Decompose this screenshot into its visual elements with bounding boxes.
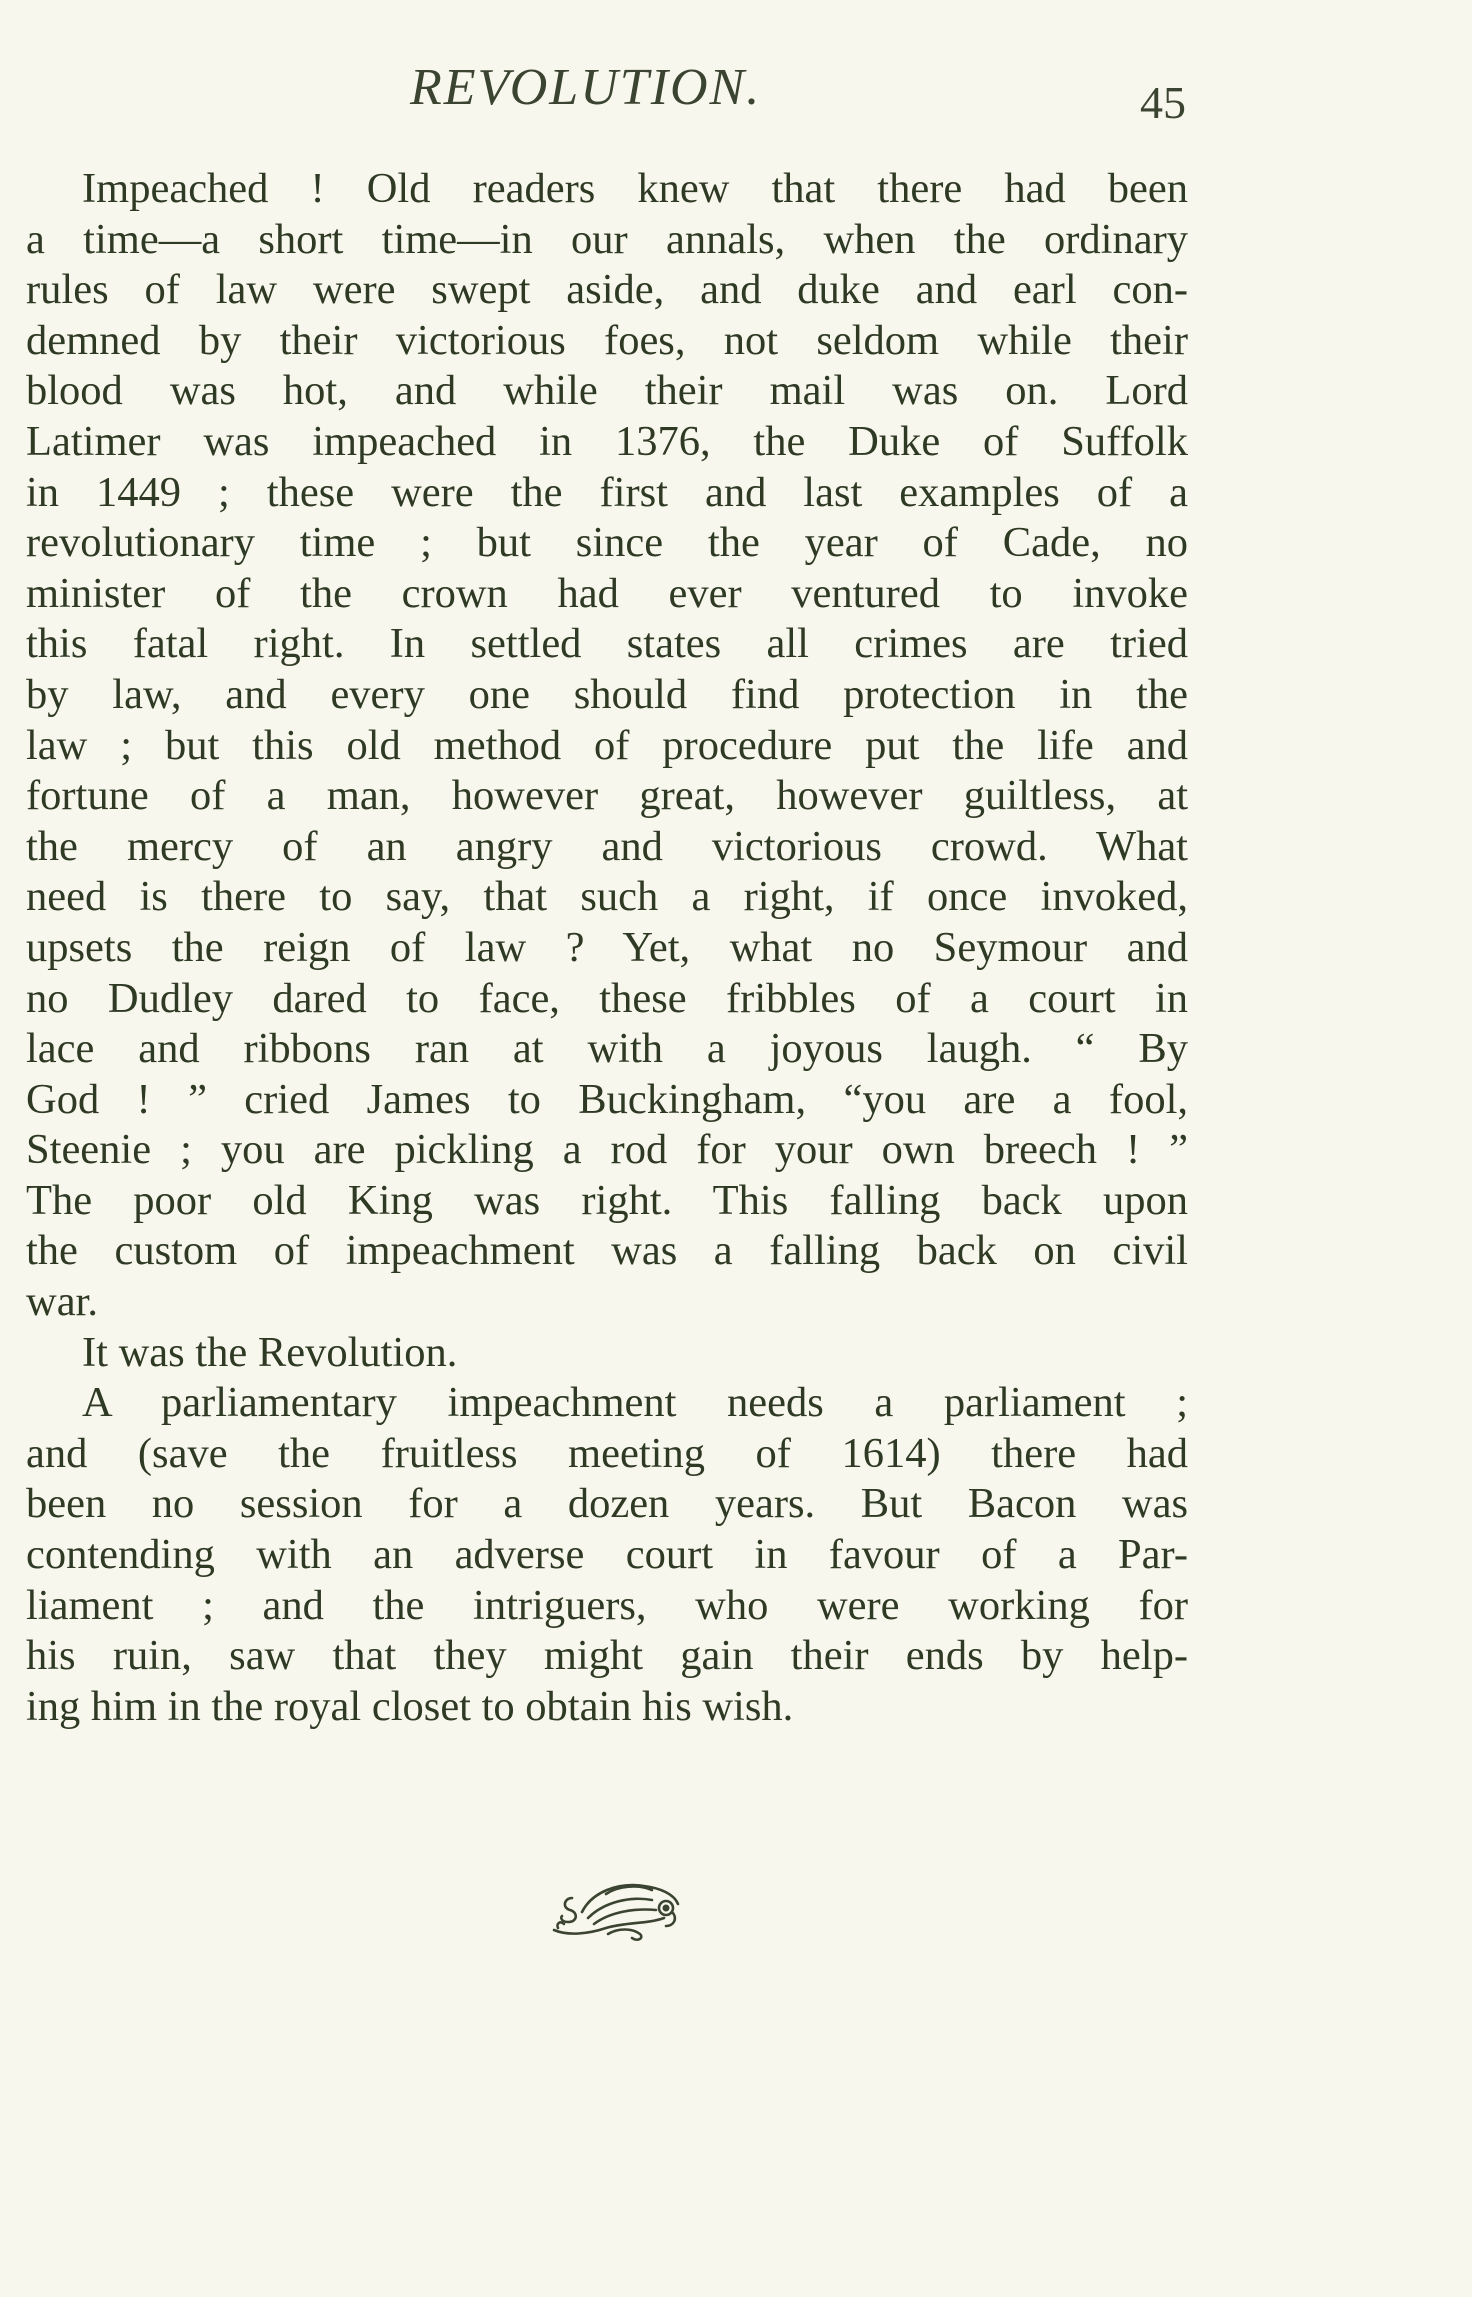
paragraph-1: [26, 164, 1188, 1328]
text-line: lace and ribbons ran at with a joyous laugh. “ By: [26, 1025, 1188, 1073]
text-line: Steenie ; you are pickling a rod for your own breech ! ”: [26, 1126, 1188, 1174]
text-line: God ! ” cried James to Buckingham, “you are a fool,: [26, 1075, 1188, 1123]
text-line: need is there to say, that such a right, if once invoked,: [26, 873, 1188, 921]
text-line: a time—a short time—in our annals, when the ordinary: [26, 215, 1188, 263]
paragraph-3: [26, 1378, 1188, 1732]
text-line: blood was hot, and while their mail was on. Lord: [26, 367, 1188, 415]
text-line: rules of law were swept aside, and duke and earl con-: [26, 266, 1188, 314]
text-line: Latimer was impeached in 1376, the Duke of Suffolk: [26, 417, 1188, 465]
text-line: in 1449 ; these were the first and last examples of a: [26, 468, 1188, 516]
text-line: upsets the reign of law ? Yet, what no Seymour and: [26, 923, 1188, 971]
text-line: and (save the fruitless meeting of 1614) there had: [26, 1429, 1188, 1477]
text-line: been no session for a dozen years. But Bacon was: [26, 1480, 1188, 1528]
text-line: The poor old King was right. This falling back upon: [26, 1176, 1188, 1224]
text-line: minister of the crown had ever ventured to invoke: [26, 569, 1188, 617]
text-line: contending with an adverse court in favour of a Par-: [26, 1531, 1188, 1579]
text-line: ing him in the royal closet to obtain his wish.: [26, 1682, 794, 1730]
text-line: this fatal right. In settled states all crimes are tried: [26, 620, 1188, 668]
text-line: revolutionary time ; but since the year of Cade, no: [26, 519, 1188, 567]
text-line: fortune of a man, however great, however guiltless, at: [26, 772, 1188, 820]
text-line: liament ; and the intriguers, who were working for: [26, 1581, 1188, 1629]
text-line: demned by their victorious foes, not seldom while their: [26, 316, 1188, 364]
paragraph-2: [26, 1328, 1188, 1379]
text-line: It was the Revolution.: [82, 1328, 458, 1376]
text-line: Impeached ! Old readers knew that there had been: [82, 165, 1188, 212]
text-line: his ruin, saw that they might gain their ends by help-: [26, 1632, 1188, 1680]
fleuron-ornament-icon: [548, 1872, 686, 1942]
text-line: law ; but this old method of procedure put the life and: [26, 721, 1188, 769]
text-line: the mercy of an angry and victorious crowd. What: [26, 822, 1188, 870]
text-line: the custom of impeachment was a falling back on civil: [26, 1227, 1188, 1275]
text-line: no Dudley dared to face, these fribbles of a court in: [26, 974, 1188, 1022]
text-line: war.: [26, 1278, 98, 1326]
text-line: A parliamentary impeachment needs a parliament ;: [82, 1379, 1188, 1427]
text-line: by law, and every one should find protection in the: [26, 670, 1188, 718]
running-title: REVOLUTION.: [410, 59, 762, 116]
body-text: [26, 164, 1188, 1732]
page-number: 45: [1140, 77, 1186, 128]
